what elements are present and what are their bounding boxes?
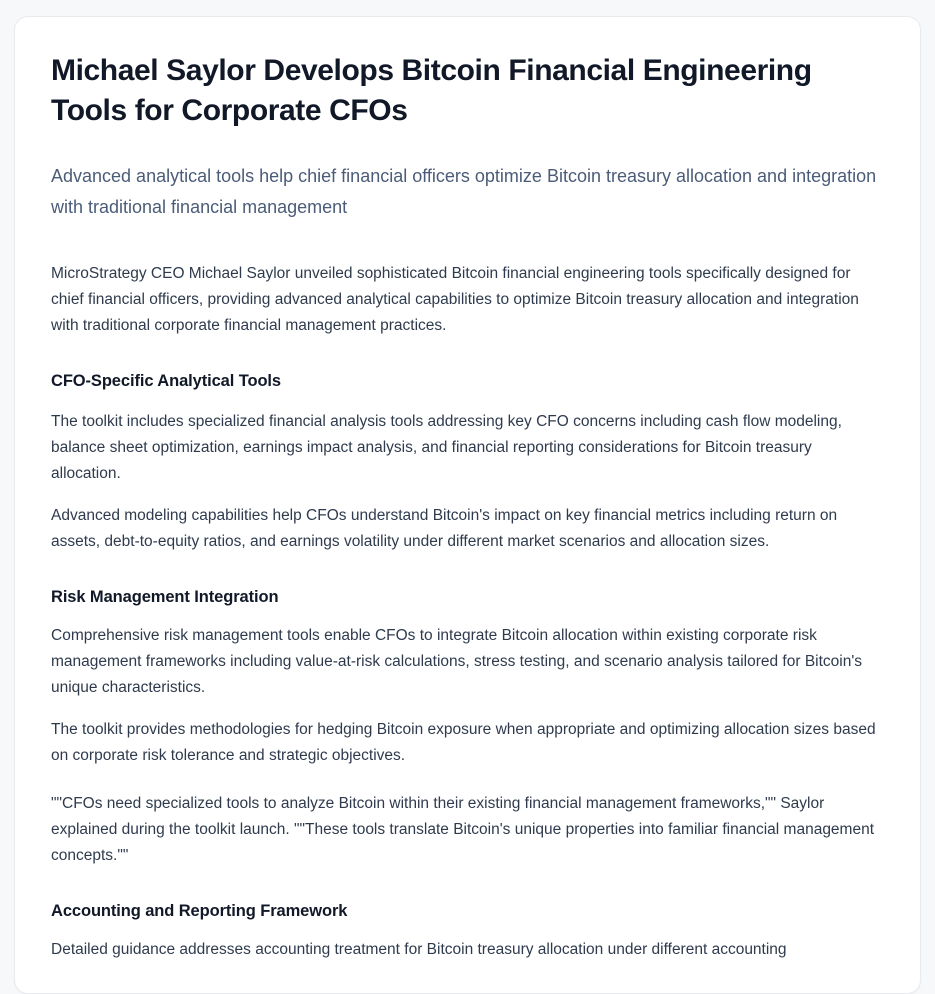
section-paragraph: Detailed guidance addresses accounting treatment for Bitcoin treasury allocation under different accounting [51,941,787,958]
section-paragraph: Comprehensive risk management tools enable CFOs to integrate Bitcoin allocation within existing corporate risk management frameworks including value-at-risk calculations, stress testing, and scenario analysis tailored for Bitcoin's unique characteristics. [51,627,863,696]
section-paragraph: Advanced modeling capabilities help CFOs understand Bitcoin's impact on key financial metrics including return on assets, debt-to-equity ratios, and earnings volatility under different market scenarios and allocation sizes. [51,507,838,550]
page-title: Michael Saylor Develops Bitcoin Financial Engineering Tools for Corporate CFOs [51,54,812,127]
article-card [14,16,921,994]
section-paragraph: The toolkit provides methodologies for hedging Bitcoin exposure when appropriate and optimizing allocation sizes based on corporate risk tolerance and strategic objectives. [51,721,876,764]
section-heading-risk-management-integration: Risk Management Integration [51,588,279,606]
article-subtitle: Advanced analytical tools help chief financial officers optimize Bitcoin treasury allocation and integration with traditional financial management [51,166,877,217]
section-heading-accounting-and-reporting-framework: Accounting and Reporting Framework [51,902,348,920]
article-lede: MicroStrategy CEO Michael Saylor unveiled sophisticated Bitcoin financial engineering tools specifically designed for chief financial officers, providing advanced analytical capabilities to optimize Bitcoin treasury allocation and integration with traditional corporate financial management practices. [51,265,859,334]
section-heading-cfo-specific-analytical-tools: CFO-Specific Analytical Tools [51,372,281,390]
section-quote: ""CFOs need specialized tools to analyze Bitcoin within their existing financial management frameworks,"" Saylor explained during the toolkit launch. ""These tools translate Bitcoin's unique properties into familiar financial management concepts."" [51,795,875,864]
section-paragraph: The toolkit includes specialized financial analysis tools addressing key CFO concerns including cash flow modeling, balance sheet optimization, earnings impact analysis, and financial reporting considerations for Bitcoin treasury allocation. [51,413,842,482]
